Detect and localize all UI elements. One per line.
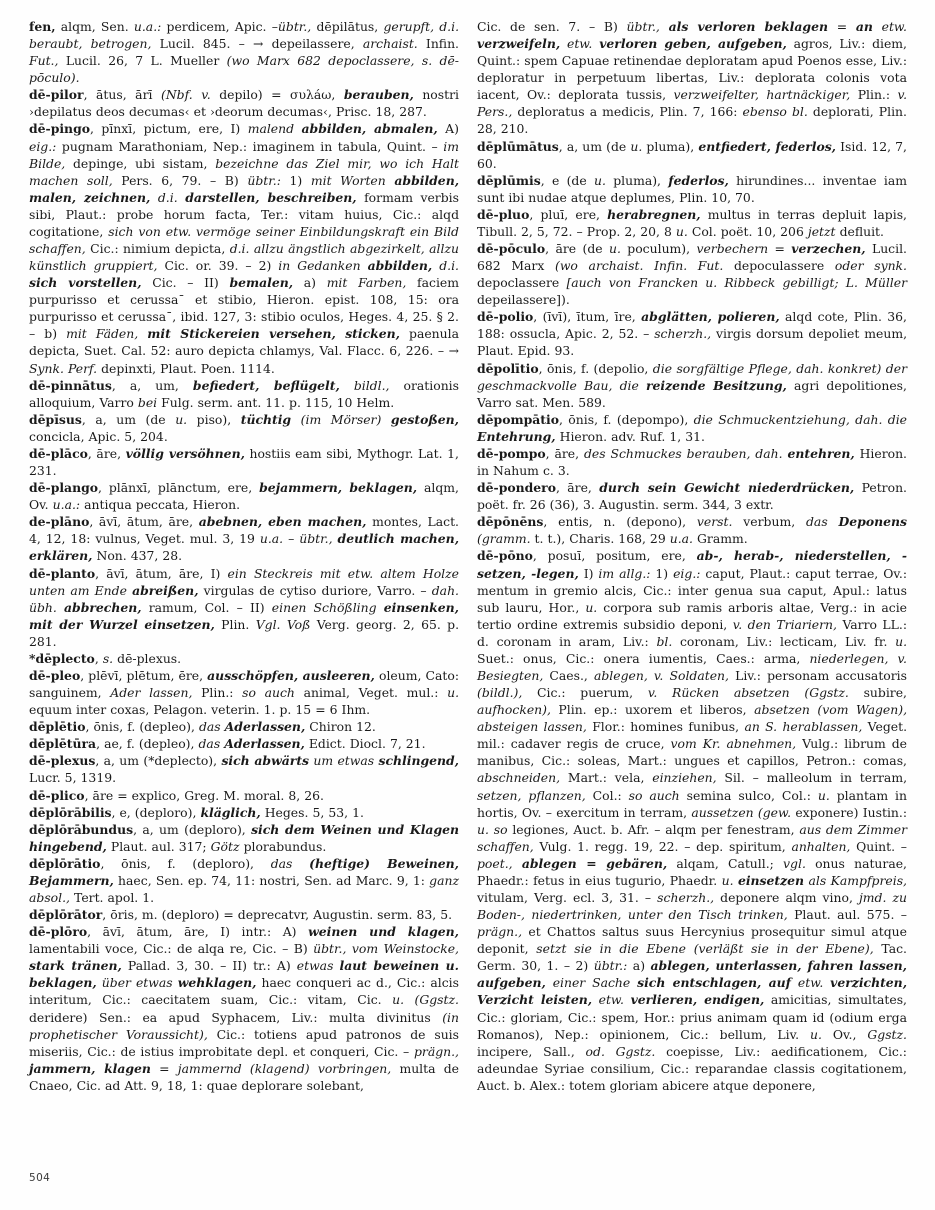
dictionary-entry: dē-pilor, ātus, ārī (Nbf. v. depilo) = συλáω, berauben, nostri ›depilatus deos decumas‹ et ›deorum decumas‹, Prisc. 18, 287. [29, 87, 459, 120]
dictionary-entry: Cic. de sen. 7. – B) übtr., als verloren beklagen = an etw. verzweifeln, etw. verloren geben, aufgeben, agros, Liv.: diem, Quint.: spem Capuae retinendae deploratam apud Poenos esse, Liv.: deploratur in perpetuum libertas, Liv.: deplorata colonis vota iacent, Ov.: deplorata tussis, verzweifelter, hartnäckiger, Plin.: v. Pers., deploratus a medicis, Plin. 7, 166: ebenso bl. deplorati, Plin. 28, 210. [477, 19, 908, 137]
dictionary-entry: dē-pinnātus, a, um, befiedert, beflügelt, bildl., orationis alloquium, Varro bei Fulg. serm. ant. 11. p. 115, 10 Helm. [29, 377, 459, 410]
right-column [477, 18, 907, 1148]
dictionary-entry: dēplōrābundus, a, um (deploro), sich dem Weinen und Klagen hingebend, Plaut. aul. 317; Götz plorabundus. [29, 821, 459, 854]
dictionary-entry: dēplōrātor, ōris, m. (deploro) = deprecatvr, Augustin. serm. 83, 5. [29, 907, 453, 923]
dictionary-entry: dēpompātio, ōnis, f. (depompo), die Schmuckentziehung, dah. die Entehrung, Hieron. adv. Ruf. 1, 31. [477, 411, 907, 444]
dictionary-entry: dē-pleo, plēvī, plētum, ēre, ausschöpfen, ausleeren, oleum, Cato: sanguinem, Ader lassen, Plin.: so auch animal, Veget. mul.: u. equum inter coxas, Pelagon. veterin. 1. p. 15 = 6 Ihm. [29, 667, 460, 718]
dictionary-entry: dēpīsus, a, um (de u. piso), tüchtig (im Mörser) gestoßen, concicla, Apic. 5, 204. [29, 411, 459, 444]
dictionary-entry: dē-plico, āre = explico, Greg. M. moral. 8, 26. [29, 787, 324, 803]
left-column [29, 18, 459, 1148]
dictionary-entry: dē-plexus, a, um (*deplecto), sich abwärts um etwas schlingend, Lucr. 5, 1319. [29, 753, 460, 786]
dictionary-entry: dē-planto, āvī, ātum, āre, I) ein Steckreis mit etw. altem Holze unten am Ende abreißen, virgulas de cytiso duriore, Varro. – dah. übh. abbrechen, ramum, Col. – II) einen Schößling einsenken, mit der Wurzel einsetzen, Plin. Vgl. Voß Verg. georg. 2, 65. p. 281. [29, 565, 460, 649]
dictionary-entry: dē-pōculo, āre (de u. poculum), verbechern = verzechen, Lucil. 682 Marx (wo archaist. Infin. Fut. depoculassere oder synk. depoclassere [auch von Francken u. Ribbeck gebilligt; L. Müller depeilassere]). [477, 241, 908, 308]
dictionary-entry: dē-pingo, pīnxī, pictum, ere, I) malend abbilden, abmalen, A) eig.: pugnam Marathoniam, Nep.: imaginem in tabula, Quint. – im Bilde, depinge, ubi sistam, bezeichne das Ziel mir, wo ich Halt machen soll, Pers. 6, 79. – B) übtr.: 1) mit Worten abbilden, malen, zeichnen, d.i. darstellen, beschreiben, formam verbis sibi, Plaut.: probe horum facta, Ter.: vitam huius, Cic.: alqd cogitatione, sich von etw. vermöge seiner Einbildungskraft ein Bild schaffen, Cic.: nimium depicta, d.i. allzu ängstlich abgezirkelt, allzu künstlich gruppiert, Cic. or. 39. – 2) in Gedanken abbilden, d.i. sich vorstellen, Cic. – II) bemalen, a) mit Farben, faciem purpurisso et cerussa¯ et stibio, Hieron. epist. 108, 15: ora purpurisso et cerussa¯, ibid. 127, 3: stibio oculos, Heges. 4, 25. § 2. – b) mit Fäden, mit Stickereien versehen, sticken, paenula depicta, Suet. Cal. 52: auro depicta chlamys, Val. Flacc. 6, 226. – → Synk. Perf. depinxti, Plaut. Poen. 1114. [29, 121, 460, 376]
page-columns [29, 18, 907, 1148]
dictionary-entry: dēpōnēns, entis, n. (depono), verst. verbum, das Deponens (gramm. t. t.), Charis. 168, 29 u.a. Gramm. [477, 514, 907, 547]
dictionary-entry: dēplūmis, e (de u. pluma), federlos, hirundines... inventae iam sunt ibi nudae atque deplumes, Plin. 10, 70. [477, 172, 907, 205]
dictionary-entry: dēplētio, ōnis, f. (depleo), das Aderlassen, Chiron 12. [29, 719, 376, 735]
dictionary-entry: fen, alqm, Sen. u.a.: perdicem, Apic. –übtr., dēpilātus, gerupft, d.i. beraubt, betrogen, Lucil. 845. – → depeilassere, archaist. Infin. Fut., Lucil. 26, 7 L. Mueller (wo Marx 682 depoclassere, s. dē-pōculo). [29, 19, 460, 86]
dictionary-entry: dē-pondero, āre, durch sein Gewicht niederdrücken, Petron. poët. fr. 26 (36), 3. Augustin. serm. 344, 3 extr. [477, 480, 907, 513]
dictionary-entry: dēplōrābilis, e, (deploro), kläglich, Heges. 5, 53, 1. [29, 804, 364, 820]
dictionary-entry: dē-pompo, āre, des Schmuckes berauben, dah. entehren, Hieron. in Nahum c. 3. [477, 445, 907, 479]
dictionary-entry: dē-pōno, posuī, positum, ere, ab-, herab-, niederstellen, -setzen, -legen, I) im allg.: 1) eig.: caput, Plaut.: caput terrae, Ov.: mentum in gremio alcis, Cic.: inter genua sua caput, Apul.: latus sub lauru, Hor., u. corpora sub ramis arboris altae, Verg.: in acie tertio ordine extremis subsidio deponi, v. den Triariern, Varro LL.: d. coronam in aram, Liv.: bl. coronam, Liv.: lecticam, Liv. fr. u. Suet.: onus, Cic.: onera iumentis, Caes.: arma, niederlegen, v. Besiegten, Caes., ablegen, v. Soldaten, Liv.: personam accusatoris (bildl.), Cic.: puerum, v. Rücken absetzen (Ggstz. subire, aufhocken), Plin. ep.: uxorem et liberos, absetzen (vom Wagen), absteigen lassen, Flor.: homines funibus, an S. herablassen, Veget. mil.: cadaver regis de cruce, vom Kr. abnehmen, Vulg.: librum de manibus, Cic.: soleas, Mart.: ungues et capillos, Petron.: comas, abschneiden, Mart.: vela, einziehen, Sil. – malleolum in terram, setzen, pflanzen, Col.: so auch semina sulco, Col.: u. plantam in hortis, Ov. – exercitum in terram, aussetzen (gew. exponere) Iustin.: u. so legiones, Auct. b. Afr. – alqm per fenestram, aus dem Zimmer schaffen, Vulg. 1. regg. 19, 22. – dep. spiritum, anhalten, Quint. – poet., ablegen = gebären, alqam, Catull.; vgl. onus naturae, Phaedr.: fetus in eius tugurio, Phaedr. u. einsetzen als Kampfpreis, vitulam, Verg. ecl. 3, 31. – scherzh., deponere alqm vino, jmd. zu Boden-, niedertrinken, unter den Tisch trinken, Plaut. aul. 575. – prägn., et Chattos saltus suus Hercynius prosequitur simul atque deponit, setzt sie in die Ebene (verläßt sie in der Ebene), Tac. Germ. 30, 1. – 2) übtr.: a) ablegen, unterlassen, fahren lassen, aufgeben, einer Sache sich entschlagen, auf etw. verzichten, Verzicht leisten, etw. verlieren, endigen, amicitias, simultates, Cic.: gloriam, Cic.: spem, Hor.: prius animam quam id (odium erga Romanos), Nep.: opinionem, Cic.: bellum, Liv. u. Ov., Ggstz. incipere, Sall., od. Ggstz. coepisse, Liv.: aedificationem, Cic.: adeundae Syriae consilium, Cic.: reparandae classis cogitationem, Auct. b. Alex.: totem gloriam abicere atque deponere, [477, 548, 908, 1093]
page-number: 504 [29, 1172, 51, 1184]
dictionary-entry: dē-plōro, āvī, ātum, āre, I) intr.: A) weinen und klagen, lamentabili voce, Cic.: de alqa re, Cic. – B) übtr., vom Weinstocke, stark tränen, Pallad. 3, 30. – II) tr.: A) etwas laut beweinen u. beklagen, über etwas wehklagen, haec conqueri ac d., Cic.: alcis interitum, Cic.: caecitatem suam, Cic.: vitam, Cic. u. (Ggstz. deridere) Sen.: ea apud Syphacem, Liv.: multa divinitus (in prophetischer Voraussicht), Cic.: totiens apud patronos de suis miseriis, Cic.: de istius improbitate depl. et conqueri, Cic. – prägn., jammern, klagen = jammernd (klagend) vorbringen, multa de Cnaeo, Cic. ad Att. 9, 18, 1: quae deplorare solebant, [29, 924, 459, 1093]
dictionary-entry: dēplōrātio, ōnis, f. (deploro), das (heftige) Beweinen, Bejammern, haec, Sen. ep. 74, 11: nostri, Sen. ad Marc. 9, 1: ganz absol., Tert. apol. 1. [29, 855, 459, 905]
dictionary-entry: dēplūmātus, a, um (de u. pluma), entfiedert, federlos, Isid. 12, 7, 60. [477, 138, 907, 171]
dictionary-entry: dē-pluo, pluī, ere, herabregnen, multus in terras depluit lapis, Tibull. 2, 5, 72. – Prop. 2, 20, 8 u. Col. poët. 10, 206 jetzt defluit. [477, 206, 907, 239]
dictionary-entry: dē-plango, plānxī, plānctum, ere, bejammern, beklagen, alqm, Ov. u.a.: antiqua peccata, Hieron. [29, 480, 459, 513]
dictionary-entry: dēpolītio, ōnis, f. (depolio, die sorgfältige Pflege, dah. konkret) der geschmackvolle Bau, die reizende Besitzung, agri depolitiones, Varro sat. Men. 589. [477, 360, 907, 410]
dictionary-entry: dēplētūra, ae, f. (depleo), das Aderlassen, Edict. Diocl. 7, 21. [29, 736, 426, 752]
dictionary-entry: dē-plāco, āre, völlig versöhnen, hostiis eam sibi, Mythogr. Lat. 1, 231. [29, 445, 459, 479]
dictionary-entry: de-plāno, āvī, ātum, āre, abebnen, eben machen, montes, Lact. 4, 12, 18: vulnus, Veget. mul. 3, 19 u.a. – übtr., deutlich machen, erklären, Non. 437, 28. [29, 514, 460, 564]
dictionary-entry: dē-polio, (īvī), ītum, īre, abglätten, polieren, alqd cote, Plin. 36, 188: ossucla, Apic. 2, 52. – scherzh., virgis dorsum depoliet meum, Plaut. Epid. 93. [477, 309, 908, 359]
dictionary-entry: *dēplecto, s. dē-plexus. [29, 650, 182, 666]
